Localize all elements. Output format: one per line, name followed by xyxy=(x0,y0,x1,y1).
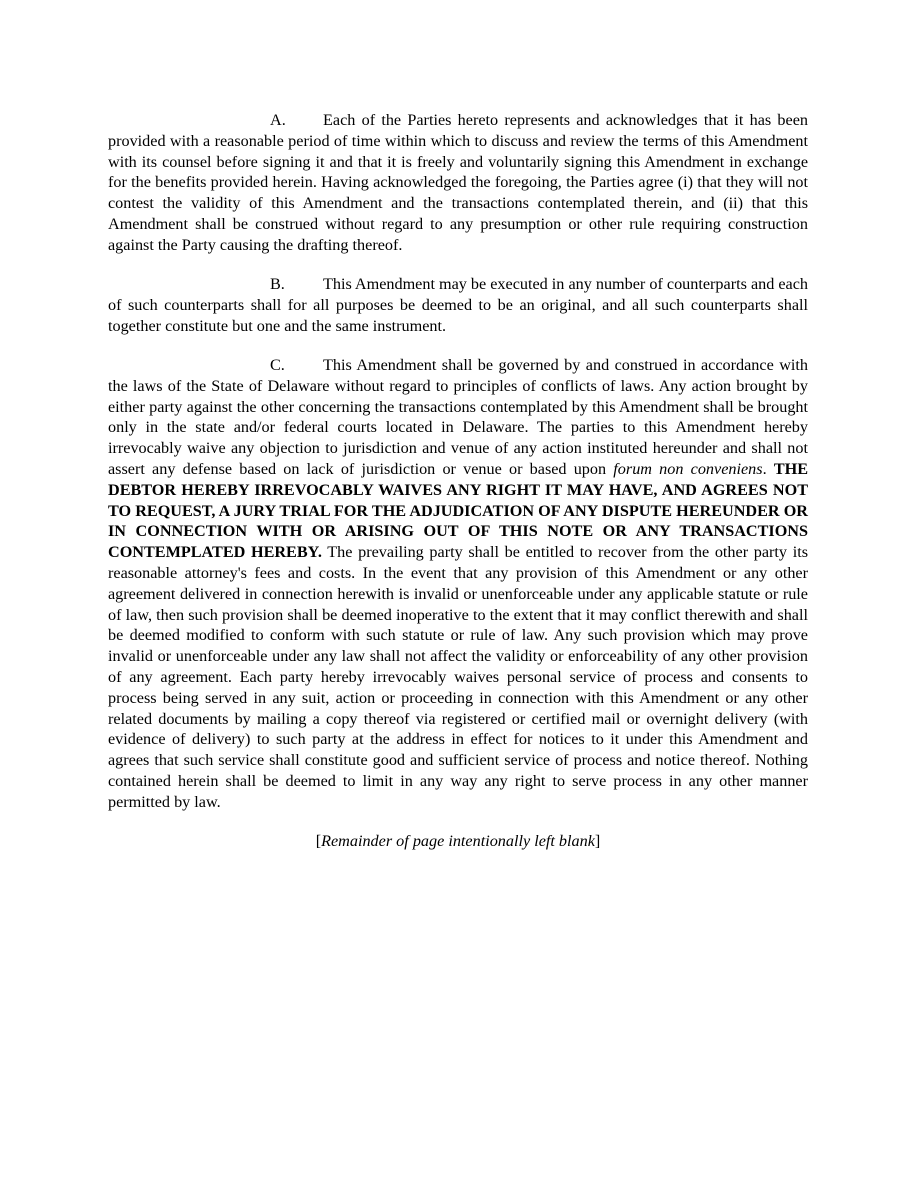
paragraph-c-text-after-bold: The prevailing party shall be entitled to recover from the other party its reasonable attorney's fees and costs. In the event that any provision of this Amendment or any other agreement delivered in connection herewith is invalid or unenforceable under any applicable statute or rule of law, then such provision shall be deemed inoperative to the extent that it may conflict therewith and shall be deemed modified to conform with such statute or rule of law. Any such provision which may prove invalid or unenforceable under any law shall not affect the validity or enforceability of any other provision of any agreement. Each party hereby irrevocably waives personal service of process and consents to process being served in any suit, action or proceeding in connection with this Amendment or any other related documents by mailing a copy thereof via registered or certified mail or overnight delivery (with evidence of delivery) to such party at the address in effect for notices to it under this Amendment and agrees that such service shall constitute good and sufficient service of process and notice thereof. Nothing contained herein shall be deemed to limit in any way any right to serve process in any other manner permitted by law. xyxy=(108,543,808,811)
paragraph-c-letter: C. xyxy=(270,355,285,374)
paragraph-c xyxy=(108,355,808,813)
paragraph-a xyxy=(108,110,808,256)
paragraph-b-text: This Amendment may be executed in any number of counterparts and each of such counterparts shall for all purposes be deemed to be an original, and all such counterparts shall together constitute but one and the same instrument. xyxy=(108,275,809,335)
remainder-text: Remainder of page intentionally left blank xyxy=(321,832,595,850)
paragraph-c-italic-phrase: forum non conveniens xyxy=(613,459,763,478)
remainder-close-bracket: ] xyxy=(594,832,601,850)
remainder-note xyxy=(108,831,808,852)
jury-waiver-bold-text: THE DEBTOR HEREBY IRREVOCABLY WAIVES ANY RIGHT IT MAY HAVE, AND AGREES NOT TO REQUEST, A JURY TRIAL FOR THE ADJUDICATION OF ANY DISPUTE HEREUNDER OR IN CONNECTION WITH OR ARISING OUT OF THIS NOTE OR ANY TRANSACTIONS CONTEMPLATED HEREBY. xyxy=(108,459,808,562)
paragraph-c-text-before-italic: This Amendment shall be governed by and construed in accordance with the laws of the State of Delaware without regard to principles of conflicts of laws. Any action brought by either party against the other concerning the transactions contemplated by this Amendment shall be brought only in the state and/or federal courts located in Delaware. The parties to this Amendment hereby irrevocably waive any objection to jurisdiction and venue of any action instituted hereunder and shall not assert any defense based on lack of jurisdiction or venue or based upon xyxy=(108,355,808,478)
paragraph-a-letter: A. xyxy=(270,111,286,129)
remainder-open-bracket: [ xyxy=(315,832,322,850)
paragraph-c-period: . xyxy=(762,459,767,478)
paragraph-b-letter: B. xyxy=(270,275,285,294)
paragraph-a-text: Each of the Parties hereto represents and acknowledges that it has been provided with a reasonable period of time within which to discuss and review the terms of this Amendment with its counsel before signing it and that it is freely and voluntarily signing this Amendment in exchange for the benefits provided herein. Having acknowledged the foregoing, the Parties agree (i) that they will not contest the validity of this Amendment and the transactions contemplated therein, and (ii) that this Amendment shall be construed without regard to any presumption or other rule requiring construction against the Party causing the drafting thereof. xyxy=(108,111,808,254)
paragraph-b xyxy=(108,274,808,336)
document-page xyxy=(108,110,808,868)
